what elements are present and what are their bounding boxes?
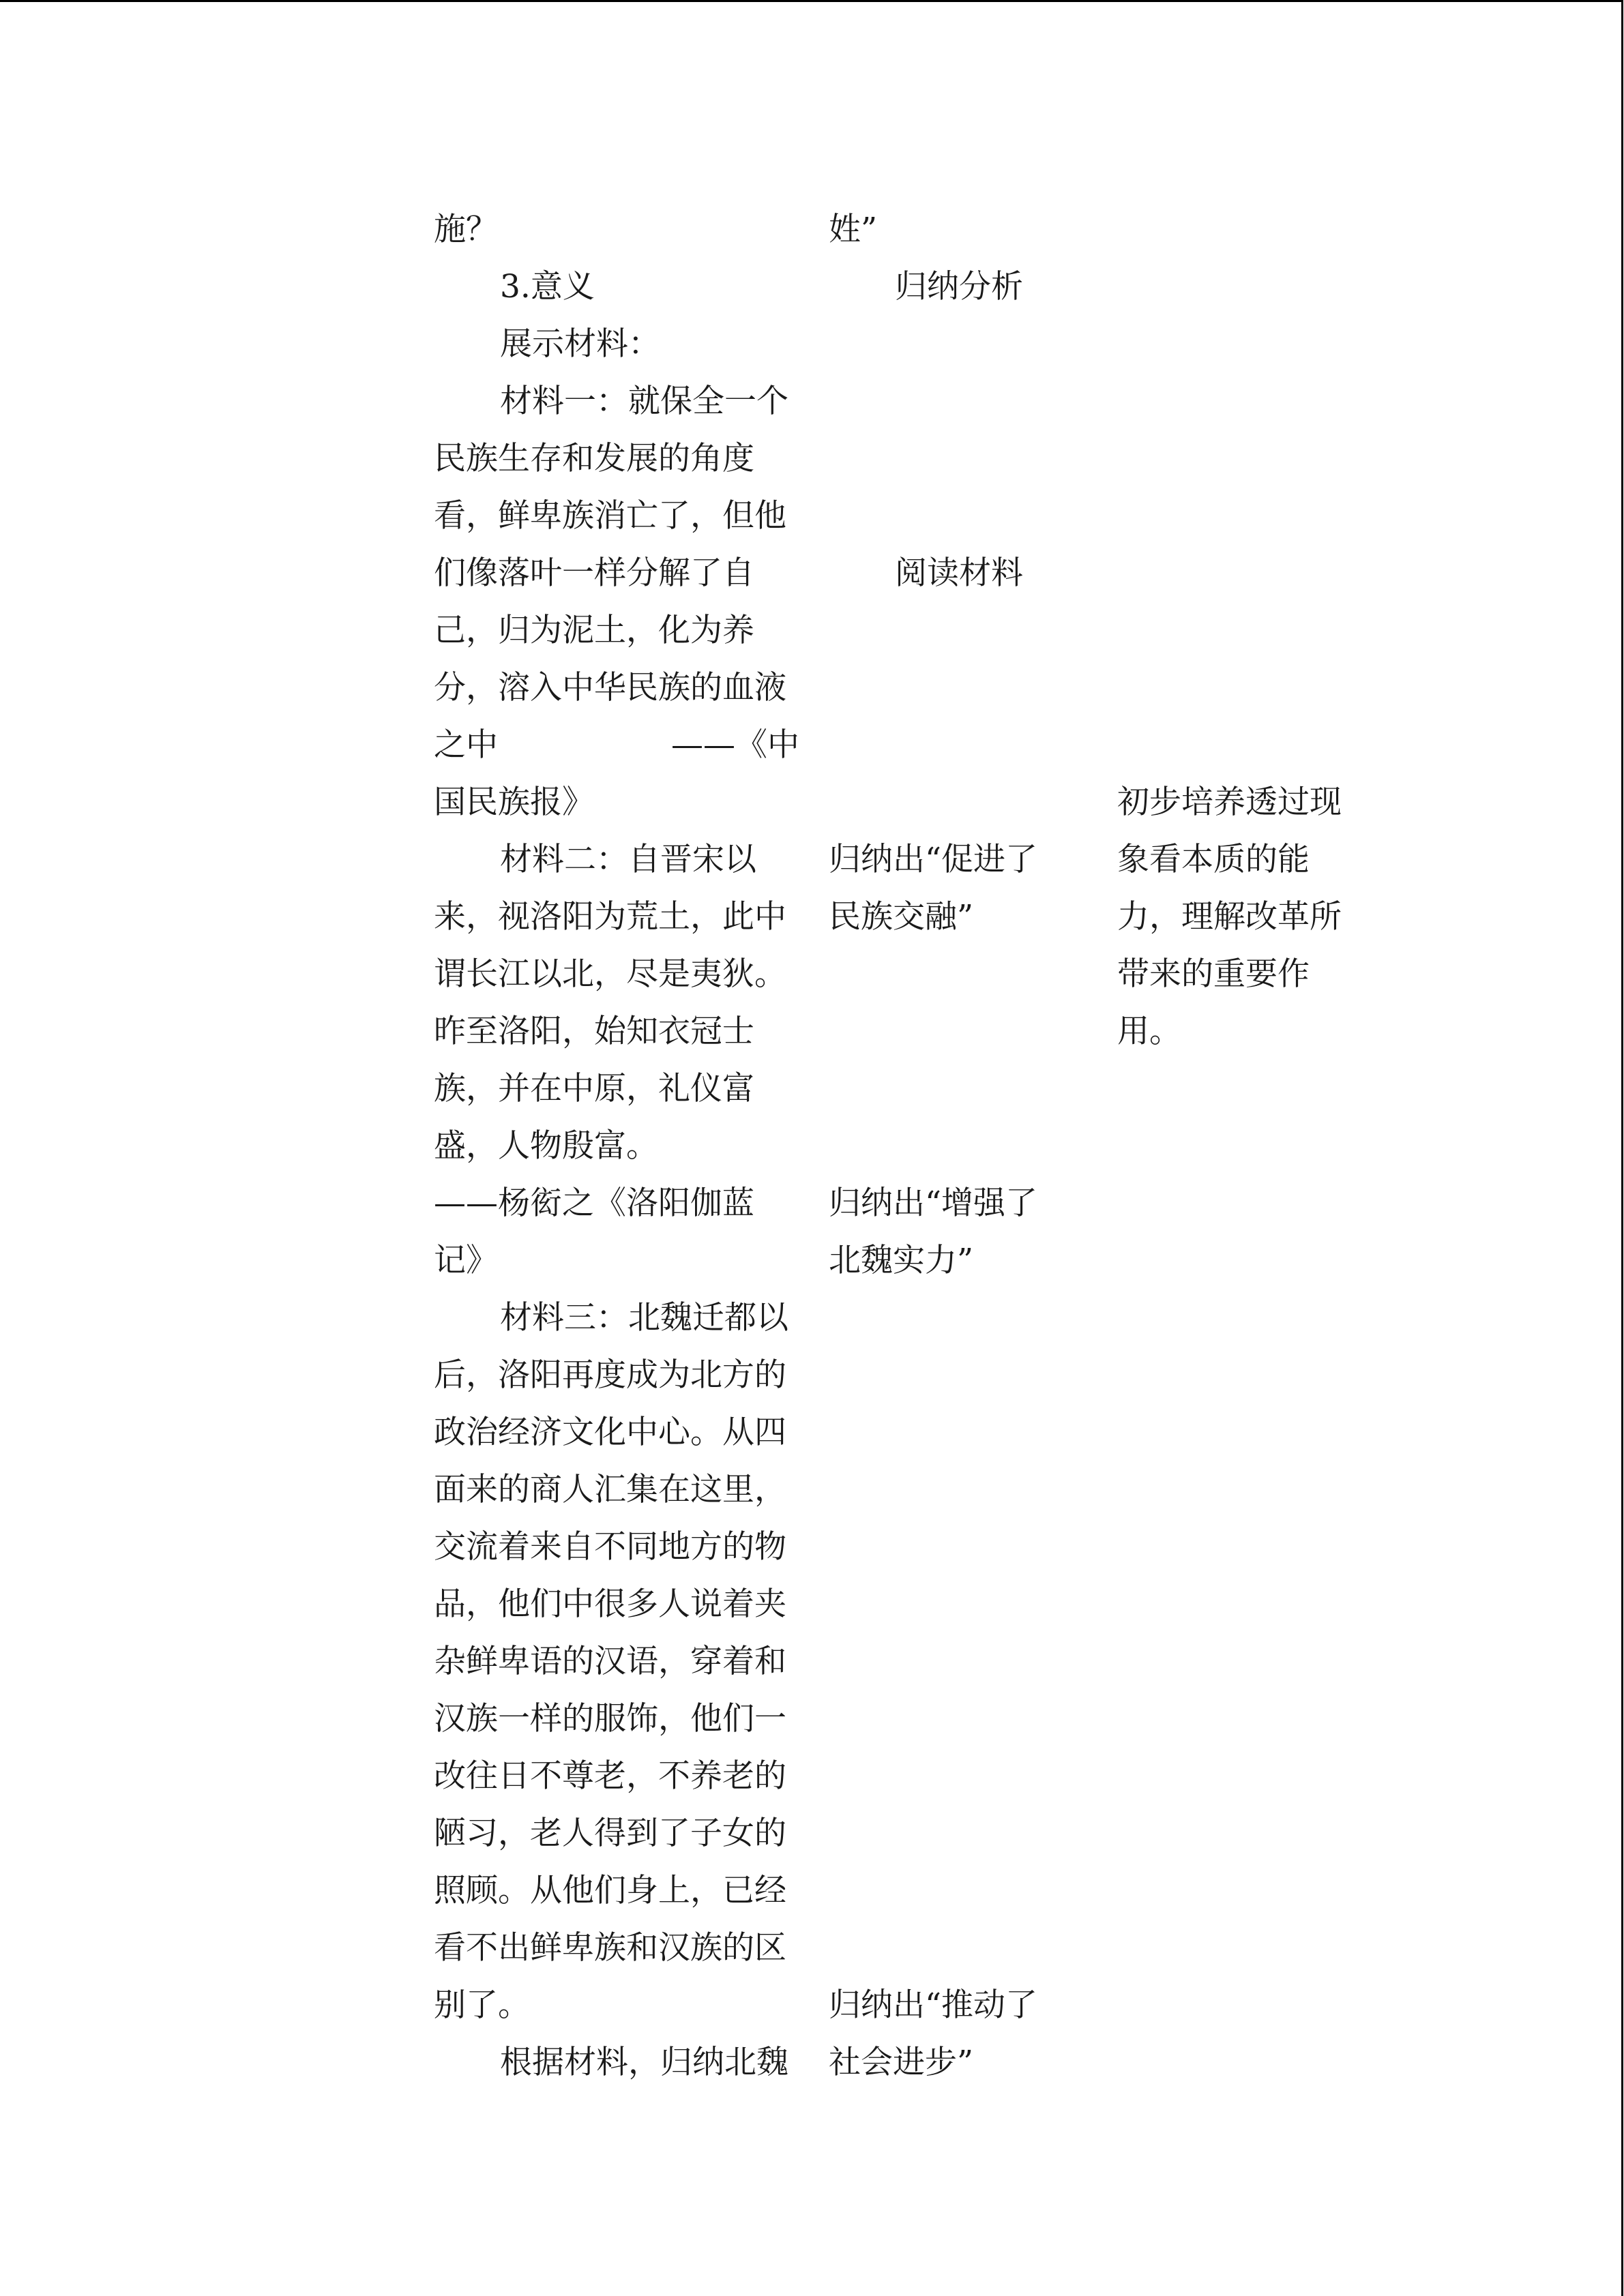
- student-activity-line: [829, 1977, 1095, 2034]
- table-row: [0, 1003, 1624, 1060]
- teaching-content-line: [434, 373, 799, 430]
- teaching-content-line: [434, 889, 799, 946]
- teaching-content-line: [434, 1977, 799, 2034]
- table-row: [0, 1920, 1624, 1977]
- table-row: [0, 1862, 1624, 1920]
- table-row: [0, 545, 1624, 602]
- teaching-content-line-text: 之中: [434, 726, 498, 764]
- student-activity-line: [829, 201, 1095, 258]
- table-row: [0, 1347, 1624, 1404]
- citation-dash-text: ——《中: [671, 726, 799, 764]
- table-row: [0, 1118, 1624, 1175]
- teaching-content-line-text: 看，鲜卑族消亡了，但他: [434, 497, 786, 535]
- teaching-content-line: [434, 1289, 799, 1347]
- teaching-content-line: [434, 1748, 799, 1805]
- table-row: [0, 717, 1624, 774]
- teaching-content-line: [434, 1003, 799, 1060]
- student-activity-line-text: 阅读材料: [895, 554, 1023, 592]
- teaching-content-line: [434, 1805, 799, 1862]
- teaching-content-line: [434, 1690, 799, 1748]
- teaching-content-line: [434, 1519, 799, 1576]
- teaching-content-line-text: 政治经济文化中心。从四: [434, 1414, 786, 1451]
- teaching-content-line-text: 面来的商人汇集在这里，: [434, 1471, 786, 1508]
- teaching-content-line-text: 谓长江以北，尽是夷狄。: [434, 955, 786, 993]
- teaching-content-line-text: 别了。: [434, 1986, 530, 2024]
- table-row: [0, 659, 1624, 717]
- table-row: [0, 488, 1624, 545]
- teaching-content-line-text: 材料二：自晋宋以: [500, 841, 756, 878]
- student-activity-line: [829, 258, 1095, 316]
- teaching-content-line: [434, 1576, 799, 1633]
- teaching-content-line-text: 3.意义: [500, 268, 595, 305]
- student-activity-line: [829, 1232, 1095, 1289]
- student-activity-line-text: 归纳出“增强了: [829, 1184, 1038, 1222]
- teaching-content-line-text: 汉族一样的服饰，他们一: [434, 1700, 786, 1738]
- teaching-content-line: [434, 659, 799, 717]
- design-intent-line-text: 力，理解改革所: [1117, 898, 1342, 936]
- teaching-content-line-text: 交流着来自不同地方的物: [434, 1528, 786, 1566]
- teaching-content-line-text: 盛，人物殷富。: [434, 1127, 658, 1165]
- student-activity-line: [829, 545, 1095, 602]
- table-row: [0, 889, 1624, 946]
- student-activity-line-text: 姓”: [829, 211, 878, 248]
- table-row: [0, 1289, 1624, 1347]
- student-activity-line: [829, 831, 1095, 889]
- table-row: [0, 1805, 1624, 1862]
- table-row: [0, 1977, 1624, 2034]
- teaching-content-line-text: 昨至洛阳，始知衣冠士: [434, 1013, 754, 1050]
- table-row: [0, 373, 1624, 430]
- teaching-content-line: [434, 602, 799, 659]
- table-row: [0, 316, 1624, 373]
- student-activity-line-text: 归纳出“促进了: [829, 841, 1038, 878]
- teaching-content-line: [434, 545, 799, 602]
- design-intent-line: [1117, 946, 1363, 1003]
- teaching-content-line-text: 照顾。从他们身上，已经: [434, 1872, 786, 1909]
- student-activity-line-text: 北魏实力”: [829, 1242, 974, 1279]
- teaching-content-line-text: 后，洛阳再度成为北方的: [434, 1356, 786, 1394]
- teaching-content-line: [434, 1633, 799, 1690]
- teaching-content-line: [434, 1404, 799, 1461]
- teaching-content-line-text: 己，归为泥土，化为养: [434, 612, 754, 649]
- teaching-content-line-text: 材料三：北魏迁都以: [500, 1299, 788, 1337]
- teaching-content-line-text: 族，并在中原，礼仪富: [434, 1070, 754, 1107]
- table-row: [0, 1690, 1624, 1748]
- student-activity-line: [829, 1175, 1095, 1232]
- teaching-content-line: [434, 774, 799, 831]
- table-row: [0, 774, 1624, 831]
- table-row: [0, 1232, 1624, 1289]
- teaching-content-line: [434, 1118, 799, 1175]
- teaching-content-line-text: 分，溶入中华民族的血液: [434, 669, 786, 706]
- teaching-content-line: [434, 1862, 799, 1920]
- teaching-content-line-text: 国民族报》: [434, 784, 594, 821]
- table-row: [0, 1060, 1624, 1118]
- design-intent-line-text: 象看本质的能: [1117, 841, 1310, 878]
- student-activity-line: [829, 2034, 1095, 2091]
- teaching-content-line-text: 改往日不尊老，不养老的: [434, 1757, 786, 1795]
- teaching-content-line-text: 们像落叶一样分解了自: [434, 554, 754, 592]
- student-activity-line-text: 归纳出“推动了: [829, 1986, 1038, 2024]
- student-activity-line: [829, 889, 1095, 946]
- teaching-content-line: [434, 488, 799, 545]
- teaching-content-line-text: 记》: [434, 1242, 498, 1279]
- teaching-content-line: [434, 717, 799, 774]
- teaching-content-line-text: 材料一：就保全一个: [500, 383, 788, 420]
- teaching-content-line: [434, 946, 799, 1003]
- teaching-content-line-text: 杂鲜卑语的汉语，穿着和: [434, 1643, 786, 1680]
- table-row: [0, 946, 1624, 1003]
- teaching-content-line-text: 看不出鲜卑族和汉族的区: [434, 1929, 786, 1967]
- table-row: [0, 2034, 1624, 2091]
- table-row: [0, 430, 1624, 488]
- teaching-content-line: [434, 201, 799, 258]
- teaching-content-line-text: 根据材料，归纳北魏: [500, 2044, 788, 2081]
- design-intent-line: [1117, 831, 1363, 889]
- table-row: [0, 1404, 1624, 1461]
- teaching-content-line: [434, 1175, 799, 1232]
- teaching-content-line-text: 施？: [434, 211, 498, 248]
- teaching-content-line-text: 来，视洛阳为荒土，此中: [434, 898, 786, 936]
- teaching-content-line: [434, 1347, 799, 1404]
- student-activity-line-text: 社会进步”: [829, 2044, 974, 2081]
- design-intent-line-text: 带来的重要作: [1117, 955, 1310, 993]
- table-row: [0, 1175, 1624, 1232]
- teaching-content-line: [434, 2034, 799, 2091]
- teaching-content-line: [434, 1060, 799, 1118]
- table-row: [0, 1461, 1624, 1519]
- design-intent-line: [1117, 774, 1363, 831]
- table-row: [0, 1748, 1624, 1805]
- table-row: [0, 831, 1624, 889]
- teaching-content-line: [434, 430, 799, 488]
- table-row: [0, 1519, 1624, 1576]
- teaching-content-line: [434, 258, 799, 316]
- teaching-content-line-text: 品，他们中很多人说着夹: [434, 1585, 786, 1623]
- table-row: [0, 1576, 1624, 1633]
- teaching-content-line: [434, 1232, 799, 1289]
- table-row: [0, 201, 1624, 258]
- student-activity-line-text: 民族交融”: [829, 898, 974, 936]
- teaching-content-line: [434, 1461, 799, 1519]
- table-row: [0, 1633, 1624, 1690]
- teaching-content-line: [434, 831, 799, 889]
- teaching-content-line: [434, 1920, 799, 1977]
- design-intent-line-text: 用。: [1117, 1013, 1181, 1050]
- student-activity-line-text: 归纳分析: [895, 268, 1023, 305]
- teaching-content-line-text: 民族生存和发展的角度: [434, 440, 754, 477]
- teaching-content-line: [434, 316, 799, 373]
- table-row: [0, 258, 1624, 316]
- design-intent-line: [1117, 889, 1363, 946]
- design-intent-line-text: 初步培养透过现: [1117, 784, 1342, 821]
- table-row: [0, 602, 1624, 659]
- design-intent-line: [1117, 1003, 1363, 1060]
- teaching-content-line-text: ——杨衒之《洛阳伽蓝: [434, 1184, 754, 1222]
- teaching-content-line-text: 展示材料：: [500, 325, 660, 363]
- teaching-content-line-text: 陋习，老人得到了子女的: [434, 1815, 786, 1852]
